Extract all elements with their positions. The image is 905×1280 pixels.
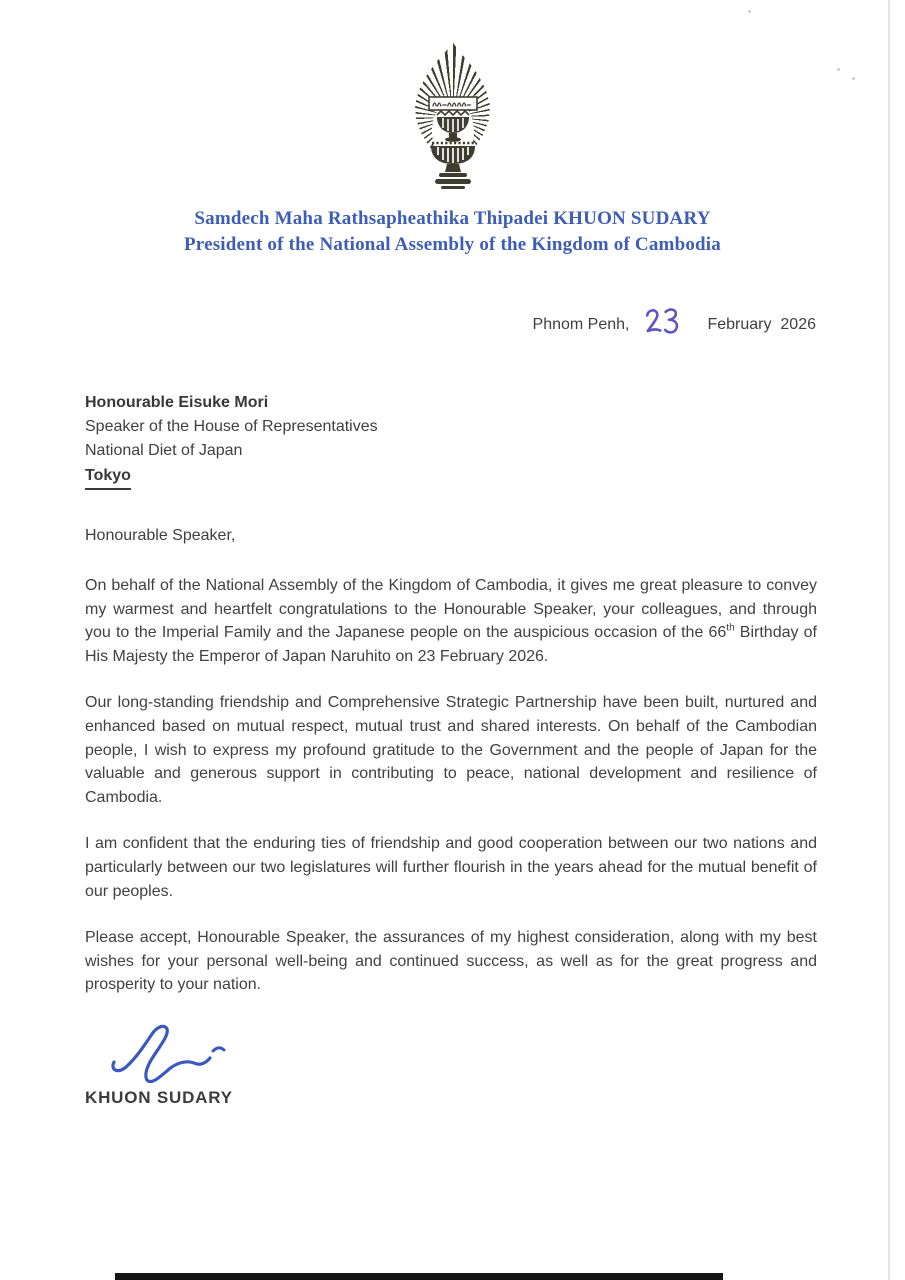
scan-speck — [748, 10, 751, 13]
recipient-organization: National Diet of Japan — [85, 442, 243, 460]
national-assembly-emblem — [405, 42, 501, 200]
recipient-title: Speaker of the House of Representatives — [85, 418, 378, 436]
paragraph-3: I am confident that the enduring ties of friendship and good cooperation between our two nations and particularly between our two legislatures will further flourish in the years ahead for the mutual benefit of our peoples. — [85, 835, 817, 900]
paragraph-1 — [85, 574, 817, 668]
paragraph-4: Please accept, Honourable Speaker, the assurances of my highest consideration, along with my best wishes for your personal well-being and continued success, as well as for the great progress and prosperity to your nation. — [85, 929, 817, 994]
dateline — [533, 307, 816, 334]
scan-artifact-bar — [115, 1273, 723, 1280]
salutation: Honourable Speaker, — [85, 527, 236, 544]
recipient-name: Honourable Eisuke Mori — [85, 394, 269, 411]
emblem-urn-icon — [424, 96, 482, 200]
paragraph-1-continued: Birthday of His Majesty the Emperor of Japan Naruhito on 23 February 2026. — [85, 624, 817, 665]
ordinal-superscript: th — [726, 622, 735, 634]
paragraph-2: Our long-standing friendship and Comprehensive Strategic Partnership have been built, nurtured and enhanced based on mutual respect, mutual trust and shared interests. On behalf of the Cambodian people, I wish to express my profound gratitude to the Government and the people of Japan for the valuable and generous support in contributing to peace, national development and resilience of Cambodia. — [85, 694, 817, 806]
dateline-month-year: February 2026 — [707, 316, 816, 333]
scan-speck — [852, 77, 855, 80]
dateline-place: Phnom Penh, — [532, 316, 630, 333]
letterhead-name: Samdech Maha Rathsapheathika Thipadei KHUON SUDARY — [194, 208, 711, 229]
signer-name: KHUON SUDARY — [85, 1088, 233, 1107]
scan-edge-line — [888, 0, 890, 1280]
signature-scribble — [100, 1018, 230, 1084]
scan-speck — [837, 68, 840, 71]
paragraph-1-text: On behalf of the National Assembly of the Kingdom of Cambodia, it gives me great pleasure to convey my warmest and heartfelt congratulations to the Honourable Speaker, your colleagues, and through you to the Imperial Family and the Japanese people on the auspicious occasion of the 66 — [85, 577, 817, 642]
letter-body — [85, 574, 817, 1020]
letterhead-title: President of the National Assembly of the Kingdom of Cambodia — [183, 234, 721, 255]
letterhead — [0, 206, 905, 258]
recipient-block — [85, 391, 378, 490]
handwritten-day — [643, 306, 682, 337]
recipient-city: Tokyo — [85, 464, 131, 490]
